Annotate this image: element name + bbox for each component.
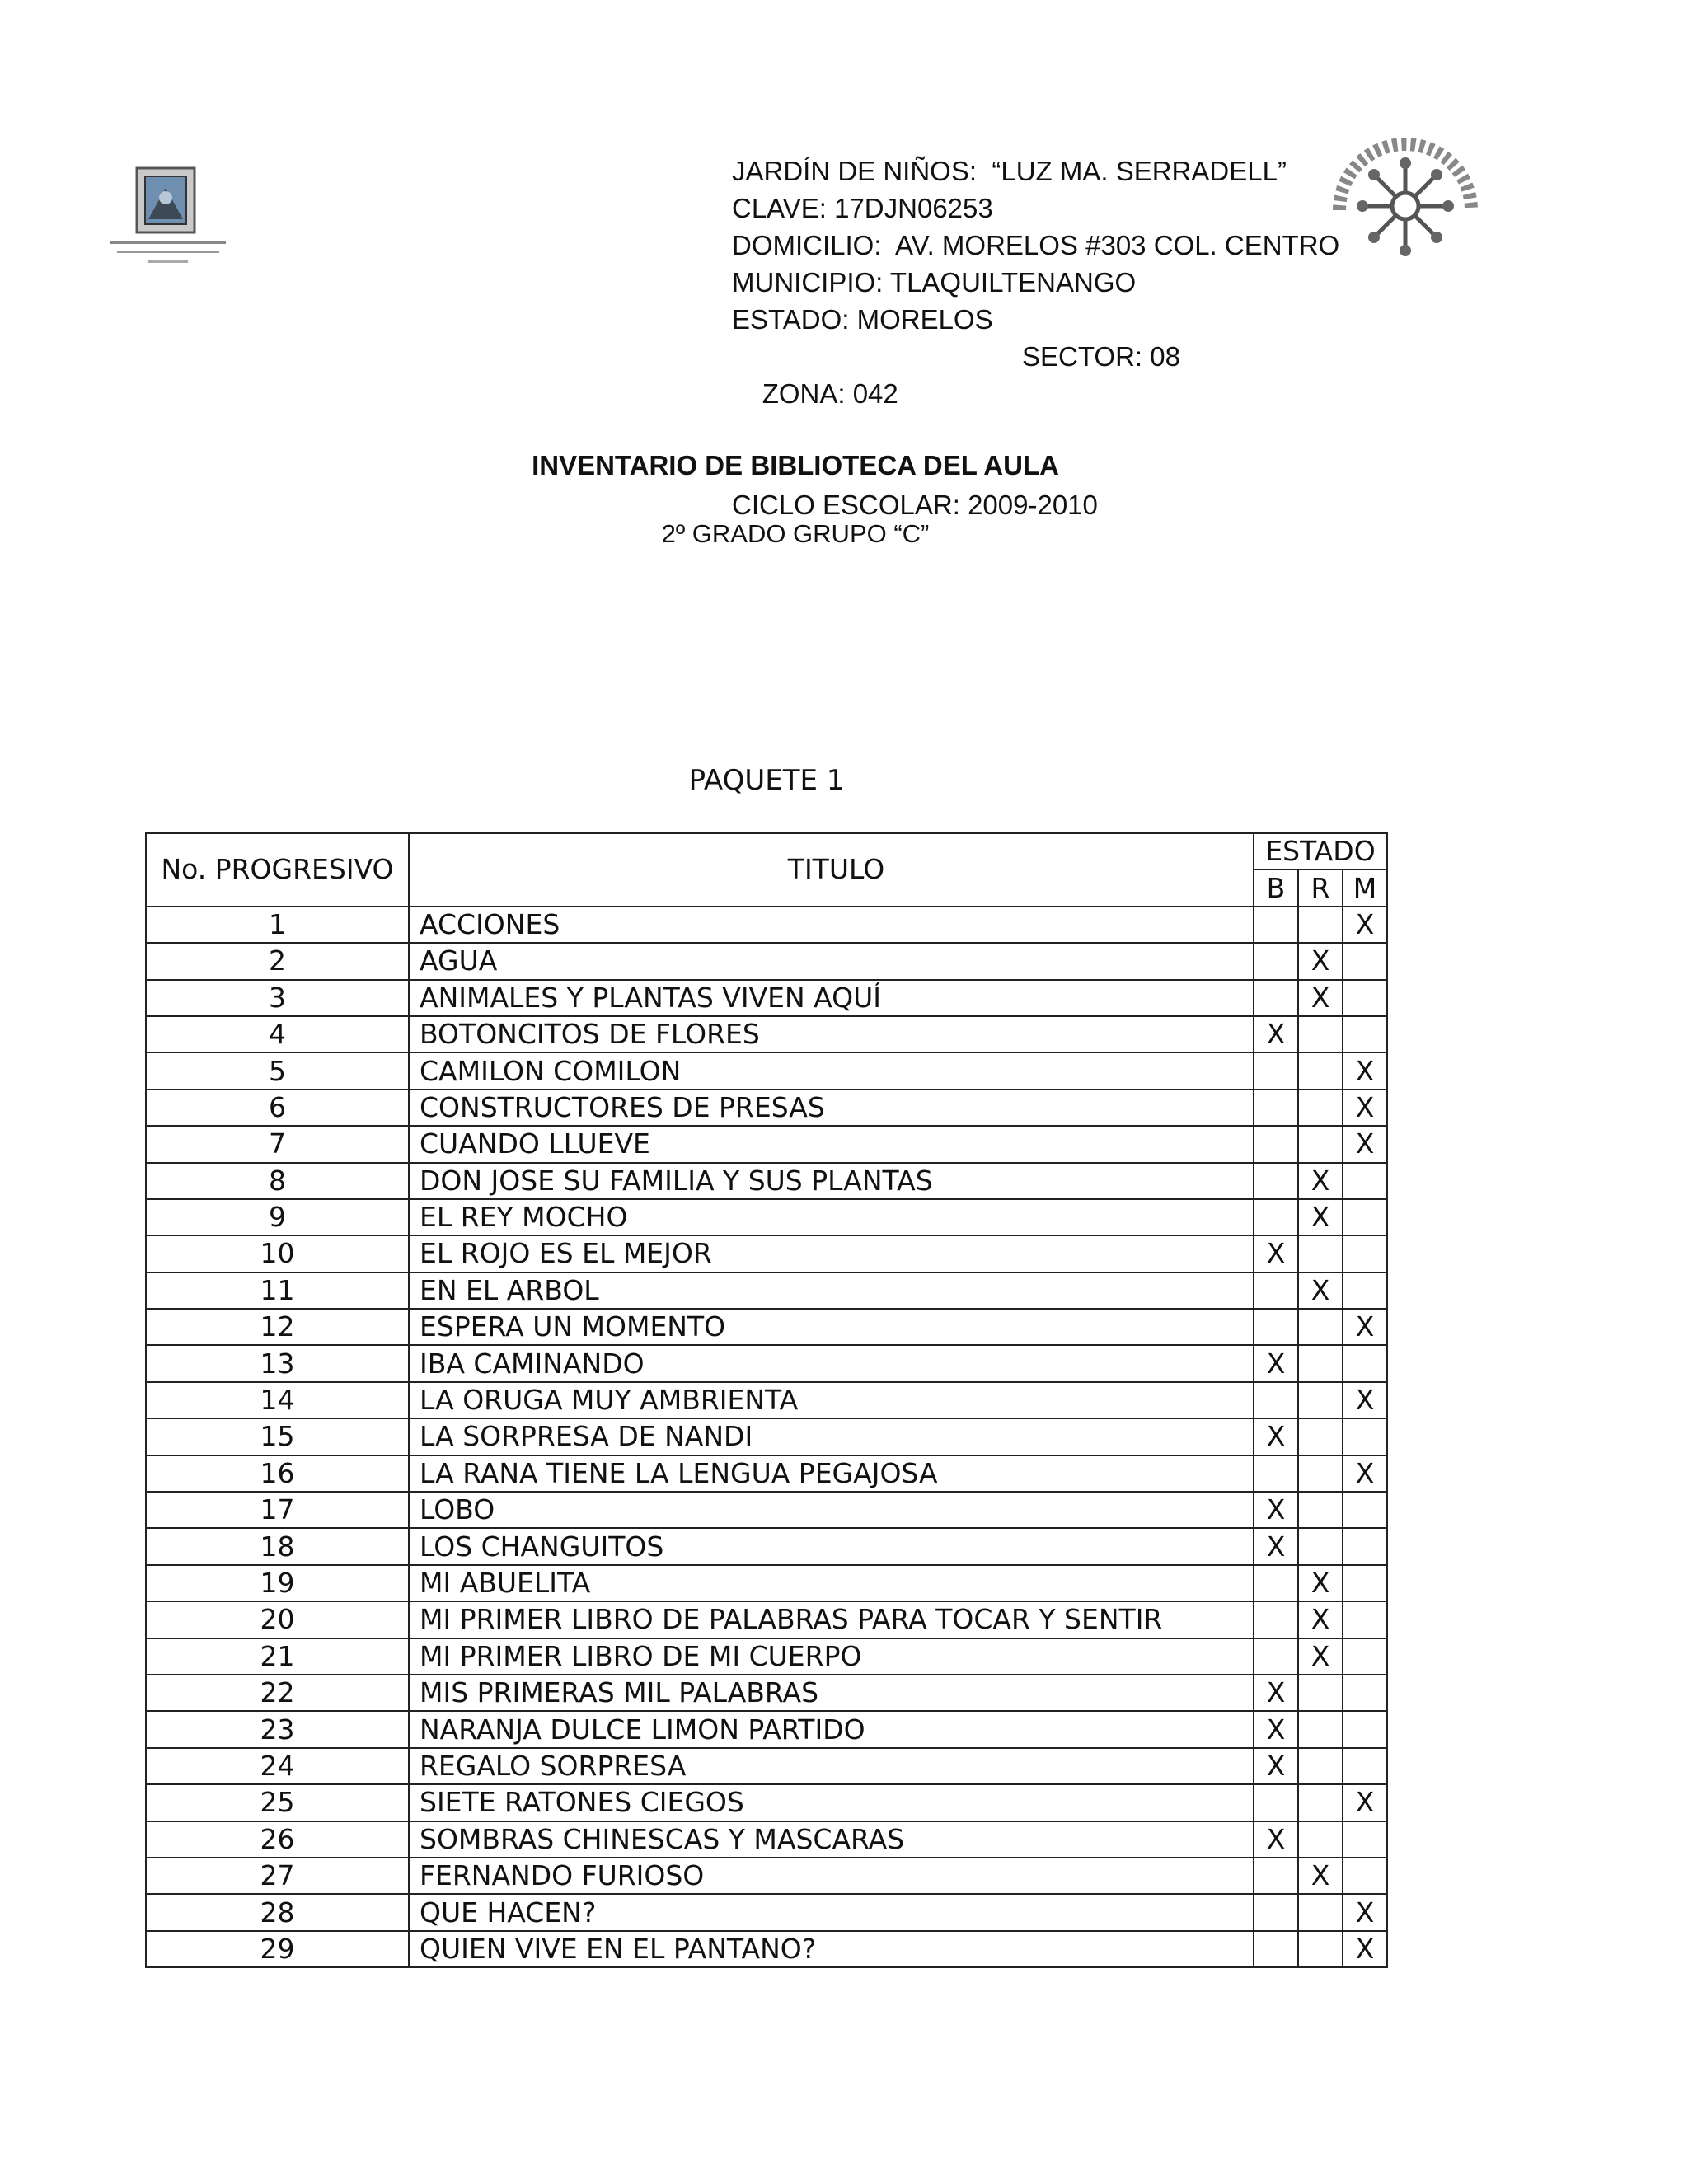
school-domicilio: DOMICILIO: AV. MORELOS #303 COL. CENTRO: [732, 230, 1340, 260]
row-estado-b: X: [1254, 1821, 1298, 1858]
row-estado-b: [1254, 1126, 1298, 1162]
table-row: [146, 980, 1387, 1016]
row-estado-b: [1254, 1052, 1298, 1089]
document-subtitle: 2º GRADO GRUPO “C”: [661, 519, 930, 548]
row-title: ACCIONES: [409, 907, 1254, 943]
row-estado-b: X: [1254, 1235, 1298, 1272]
row-number: 10: [146, 1235, 409, 1272]
row-estado-b: X: [1254, 1675, 1298, 1711]
row-estado-m: [1343, 1199, 1387, 1235]
row-estado-r: X: [1298, 980, 1343, 1016]
row-estado-m: X: [1343, 1784, 1387, 1821]
row-title: LA ORUGA MUY AMBRIENTA: [409, 1382, 1254, 1418]
row-number: 15: [146, 1418, 409, 1455]
row-estado-m: [1343, 1528, 1387, 1564]
row-estado-r: [1298, 1528, 1343, 1564]
state-education-logo: [106, 165, 237, 280]
row-number: 16: [146, 1455, 409, 1492]
table-row: [146, 1565, 1387, 1601]
row-estado-b: [1254, 1601, 1298, 1638]
row-estado-r: [1298, 1821, 1343, 1858]
row-estado-r: X: [1298, 1858, 1343, 1894]
table-row: [146, 1858, 1387, 1894]
row-estado-r: [1298, 907, 1343, 943]
row-estado-b: X: [1254, 1711, 1298, 1747]
row-estado-m: [1343, 1016, 1387, 1052]
table-row: [146, 1894, 1387, 1930]
row-title: SIETE RATONES CIEGOS: [409, 1784, 1254, 1821]
row-estado-r: X: [1298, 1272, 1343, 1309]
row-estado-b: [1254, 1090, 1298, 1126]
row-title: EL ROJO ES EL MEJOR: [409, 1235, 1254, 1272]
row-estado-b: [1254, 1163, 1298, 1199]
row-estado-r: [1298, 1418, 1343, 1455]
row-number: 25: [146, 1784, 409, 1821]
table-row: [146, 1090, 1387, 1126]
row-estado-m: [1343, 1235, 1387, 1272]
table-row: [146, 1345, 1387, 1381]
row-title: IBA CAMINANDO: [409, 1345, 1254, 1381]
header-b: B: [1254, 869, 1298, 906]
row-estado-r: X: [1298, 1601, 1343, 1638]
row-estado-m: [1343, 1601, 1387, 1638]
row-estado-b: [1254, 1565, 1298, 1601]
row-title: MIS PRIMERAS MIL PALABRAS: [409, 1675, 1254, 1711]
row-estado-m: X: [1343, 1455, 1387, 1492]
row-number: 14: [146, 1382, 409, 1418]
row-title: FERNANDO FURIOSO: [409, 1858, 1254, 1894]
row-number: 20: [146, 1601, 409, 1638]
row-title: DON JOSE SU FAMILIA Y SUS PLANTAS: [409, 1163, 1254, 1199]
row-estado-b: [1254, 1309, 1298, 1345]
table-row: [146, 1784, 1387, 1821]
row-title: LA SORPRESA DE NANDI: [409, 1418, 1254, 1455]
row-title: LOS CHANGUITOS: [409, 1528, 1254, 1564]
row-estado-b: [1254, 1931, 1298, 1967]
row-estado-r: [1298, 1784, 1343, 1821]
row-estado-m: [1343, 1748, 1387, 1784]
row-number: 1: [146, 907, 409, 943]
row-estado-m: [1343, 1418, 1387, 1455]
row-title: CAMILON COMILON: [409, 1052, 1254, 1089]
row-estado-m: [1343, 1345, 1387, 1381]
row-number: 5: [146, 1052, 409, 1089]
row-estado-b: [1254, 1199, 1298, 1235]
row-number: 21: [146, 1638, 409, 1675]
row-estado-b: X: [1254, 1016, 1298, 1052]
row-estado-r: [1298, 1675, 1343, 1711]
table-row: [146, 1126, 1387, 1162]
table-row: [146, 1931, 1387, 1967]
row-estado-m: [1343, 1638, 1387, 1675]
row-estado-r: [1298, 1090, 1343, 1126]
school-estado: ESTADO: MORELOS: [732, 304, 993, 335]
row-number: 8: [146, 1163, 409, 1199]
school-zona: ZONA: 042: [762, 378, 898, 409]
row-estado-m: X: [1343, 1052, 1387, 1089]
row-title: EL REY MOCHO: [409, 1199, 1254, 1235]
row-estado-r: X: [1298, 943, 1343, 979]
row-estado-m: [1343, 1163, 1387, 1199]
row-number: 23: [146, 1711, 409, 1747]
row-title: SOMBRAS CHINESCAS Y MASCARAS: [409, 1821, 1254, 1858]
row-estado-b: X: [1254, 1345, 1298, 1381]
row-number: 7: [146, 1126, 409, 1162]
row-title: QUIEN VIVE EN EL PANTANO?: [409, 1931, 1254, 1967]
row-estado-r: [1298, 1931, 1343, 1967]
inventory-table: [145, 832, 1388, 1968]
row-estado-r: X: [1298, 1199, 1343, 1235]
table-row: [146, 1199, 1387, 1235]
header-no-progresivo: No. PROGRESIVO: [146, 833, 409, 907]
table-row: [146, 1675, 1387, 1711]
row-estado-r: [1298, 1748, 1343, 1784]
row-estado-r: [1298, 1052, 1343, 1089]
row-number: 4: [146, 1016, 409, 1052]
row-estado-r: [1298, 1309, 1343, 1345]
school-municipio: MUNICIPIO: TLAQUILTENANGO: [732, 267, 1137, 298]
row-estado-b: [1254, 1894, 1298, 1930]
row-title: NARANJA DULCE LIMON PARTIDO: [409, 1711, 1254, 1747]
row-estado-b: [1254, 1638, 1298, 1675]
row-estado-b: X: [1254, 1492, 1298, 1528]
header-titulo: TITULO: [409, 833, 1254, 907]
row-estado-m: [1343, 1565, 1387, 1601]
table-row: [146, 1821, 1387, 1858]
row-number: 29: [146, 1931, 409, 1967]
row-estado-m: [1343, 1492, 1387, 1528]
row-estado-r: [1298, 1894, 1343, 1930]
row-estado-r: X: [1298, 1638, 1343, 1675]
row-number: 12: [146, 1309, 409, 1345]
row-estado-m: X: [1343, 1894, 1387, 1930]
row-estado-r: X: [1298, 1565, 1343, 1601]
row-title: CONSTRUCTORES DE PRESAS: [409, 1090, 1254, 1126]
row-title: EN EL ARBOL: [409, 1272, 1254, 1309]
header-m: M: [1343, 869, 1387, 906]
row-estado-m: [1343, 943, 1387, 979]
row-estado-b: X: [1254, 1418, 1298, 1455]
row-estado-r: X: [1298, 1163, 1343, 1199]
preschool-department-logo: [1323, 132, 1484, 264]
row-title: AGUA: [409, 943, 1254, 979]
package-label: PAQUETE 1: [688, 764, 845, 797]
table-row: [146, 1052, 1387, 1089]
row-number: 9: [146, 1199, 409, 1235]
row-number: 18: [146, 1528, 409, 1564]
row-title: CUANDO LLUEVE: [409, 1126, 1254, 1162]
row-number: 13: [146, 1345, 409, 1381]
row-title: LOBO: [409, 1492, 1254, 1528]
row-estado-b: [1254, 980, 1298, 1016]
row-title: MI PRIMER LIBRO DE MI CUERPO: [409, 1638, 1254, 1675]
row-title: BOTONCITOS DE FLORES: [409, 1016, 1254, 1052]
row-number: 28: [146, 1894, 409, 1930]
school-name: JARDÍN DE NIÑOS: “LUZ MA. SERRADELL”: [732, 156, 1287, 186]
table-row: [146, 1638, 1387, 1675]
table-row: [146, 1309, 1387, 1345]
row-estado-r: [1298, 1492, 1343, 1528]
row-estado-b: [1254, 1784, 1298, 1821]
row-estado-m: [1343, 980, 1387, 1016]
row-estado-m: X: [1343, 907, 1387, 943]
table-row: [146, 1455, 1387, 1492]
row-estado-b: [1254, 907, 1298, 943]
school-ciclo: CICLO ESCOLAR: 2009-2010: [732, 490, 1098, 520]
row-number: 27: [146, 1858, 409, 1894]
row-number: 17: [146, 1492, 409, 1528]
table-row: [146, 943, 1387, 979]
row-number: 2: [146, 943, 409, 979]
inventory-rows: [146, 907, 1387, 1967]
row-number: 22: [146, 1675, 409, 1711]
table-row: [146, 1235, 1387, 1272]
school-sector: SECTOR: 08: [1022, 341, 1180, 372]
row-estado-m: [1343, 1711, 1387, 1747]
row-estado-m: X: [1343, 1931, 1387, 1967]
row-number: 24: [146, 1748, 409, 1784]
row-estado-m: [1343, 1821, 1387, 1858]
header-estado: ESTADO: [1254, 833, 1387, 869]
row-estado-m: X: [1343, 1382, 1387, 1418]
row-estado-r: [1298, 1711, 1343, 1747]
row-title: MI ABUELITA: [409, 1565, 1254, 1601]
row-estado-m: [1343, 1858, 1387, 1894]
row-estado-b: [1254, 1272, 1298, 1309]
table-row: [146, 1748, 1387, 1784]
table-row: [146, 1163, 1387, 1199]
row-title: ESPERA UN MOMENTO: [409, 1309, 1254, 1345]
table-row: [146, 1272, 1387, 1309]
table-row: [146, 1418, 1387, 1455]
row-estado-r: [1298, 1126, 1343, 1162]
row-estado-r: [1298, 1455, 1343, 1492]
row-estado-b: [1254, 1455, 1298, 1492]
row-estado-m: [1343, 1675, 1387, 1711]
table-row: [146, 1711, 1387, 1747]
table-row: [146, 1528, 1387, 1564]
row-number: 11: [146, 1272, 409, 1309]
row-title: MI PRIMER LIBRO DE PALABRAS PARA TOCAR Y SENTIR: [409, 1601, 1254, 1638]
row-estado-b: X: [1254, 1748, 1298, 1784]
row-estado-r: [1298, 1016, 1343, 1052]
row-title: ANIMALES Y PLANTAS VIVEN AQUÍ: [409, 980, 1254, 1016]
row-title: LA RANA TIENE LA LENGUA PEGAJOSA: [409, 1455, 1254, 1492]
row-number: 19: [146, 1565, 409, 1601]
document-title: INVENTARIO DE BIBLIOTECA DEL AULA: [532, 450, 1059, 480]
row-number: 26: [146, 1821, 409, 1858]
row-estado-b: [1254, 1858, 1298, 1894]
row-estado-r: [1298, 1345, 1343, 1381]
table-row: [146, 1382, 1387, 1418]
table-row: [146, 1492, 1387, 1528]
table-row: [146, 1601, 1387, 1638]
row-title: QUE HACEN?: [409, 1894, 1254, 1930]
row-estado-b: X: [1254, 1528, 1298, 1564]
table-row: [146, 1016, 1387, 1052]
table-row: [146, 907, 1387, 943]
row-number: 6: [146, 1090, 409, 1126]
row-estado-b: [1254, 943, 1298, 979]
row-estado-m: [1343, 1272, 1387, 1309]
row-estado-m: X: [1343, 1309, 1387, 1345]
row-number: 3: [146, 980, 409, 1016]
header-r: R: [1298, 869, 1343, 906]
school-clave: CLAVE: 17DJN06253: [732, 193, 993, 223]
row-estado-m: X: [1343, 1090, 1387, 1126]
row-title: REGALO SORPRESA: [409, 1748, 1254, 1784]
row-estado-b: [1254, 1382, 1298, 1418]
row-estado-m: X: [1343, 1126, 1387, 1162]
row-estado-r: [1298, 1382, 1343, 1418]
row-estado-r: [1298, 1235, 1343, 1272]
